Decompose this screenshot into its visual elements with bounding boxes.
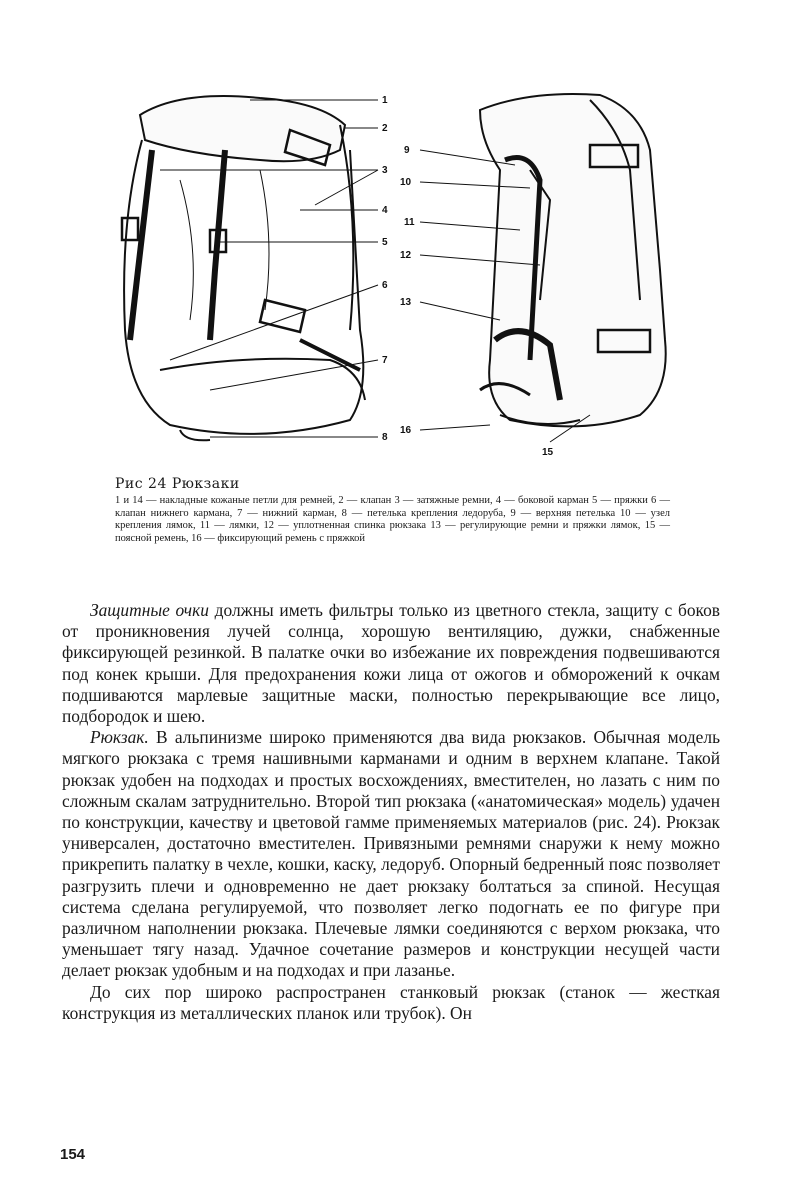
- soft-backpack-drawing: [122, 96, 365, 440]
- paragraph-backpack: [62, 727, 720, 981]
- paragraph-text: должны иметь фильтры только из цветного стекла, защиту с боков от проникновения лучей солнца, хорошую вентиляцию, дужки, снабженные фиксирующей резинкой. В палатке очки во избежание их повреждения подвешиваются под конек крыши. Для предохранения кожи лица от ожогов и обморожений к очкам подшиваются марлевые защитные маски, полностью перекрывающие все лицо, подбородок и шею.: [62, 600, 720, 727]
- paragraph-goggles: [62, 600, 720, 727]
- callout-2: 2: [382, 123, 388, 134]
- callout-12: 12: [400, 250, 412, 261]
- paragraph-frame-backpack: [62, 982, 720, 1024]
- callout-6: 6: [382, 280, 388, 291]
- callout-9: 9: [404, 145, 410, 156]
- callout-10: 10: [400, 177, 412, 188]
- article-body: [62, 600, 720, 1024]
- backpack-illustration: [60, 70, 740, 470]
- callout-4: 4: [382, 205, 388, 216]
- page-number: 154: [60, 1146, 86, 1163]
- callout-3: 3: [382, 165, 388, 176]
- callout-8: 8: [382, 432, 388, 443]
- anatomical-backpack-drawing: [480, 94, 666, 426]
- callout-11: 11: [404, 217, 415, 228]
- paragraph-text: В альпинизме широко применяются два вида рюкзаков. Обычная модель мягкого рюкзака с тремя нашивными карманами и одним в верхнем клапане. Такой рюкзак удобен на подходах и простых восхождениях, вместителен, но лазать с ним по сложным скалам затруднительно. Второй тип рюкзака («анатомическая» модель) удачен по конструкции, качеству и цветовой гамме применяемых материалов (рис. 24). Рюкзак универсален, достаточно вместителен. Привязными ремнями снаружи к нему можно прикрепить палатку в чехле, кошки, каску, ледоруб. Опорный бедренный пояс позволяет разгрузить плечи и одновременно не дает рюкзаку болтаться за спиной. Несущая система сделана регулируемой, что позволяет легко подогнать ее по фигуре при различном наполнении рюкзака. Плечевые лямки соединяются с верхом рюкзака, что уменьшает тягу назад. Удачное сочетание размеров и конструкции несущей части делает рюкзак удобным и на подходах и при лазанье.: [62, 727, 720, 981]
- callout-13: 13: [400, 297, 412, 308]
- paragraph-lead: Защитные очки: [90, 600, 209, 620]
- callout-1: 1: [382, 95, 388, 106]
- callout-5: 5: [382, 237, 388, 248]
- figure-label: Рис 24: [115, 476, 167, 492]
- paragraph-lead: Рюкзак.: [90, 727, 149, 748]
- figure-legend: 1 и 14 — накладные кожаные петли для ремней, 2 — клапан 3 — затяжные ремни, 4 — боковой карман 5 — пряжки 6 — клапан нижнего кармана, 7 — нижний карман, 8 — петелька крепления ледоруба, 9 — верхняя петелька 10 — узел крепления лямок, 11 — лямки, 12 — уплотненная спинка рюкзака 13 — регулирующие ремни и пряжки лямок, 15 — поясной ремень, 16 — фиксирующий ремень с пряжкой: [115, 495, 670, 544]
- callout-7: 7: [382, 355, 388, 366]
- figure-caption-title: [115, 476, 240, 492]
- callout-15: 15: [542, 447, 554, 458]
- figure-title: Рюкзаки: [171, 476, 240, 492]
- callout-16: 16: [400, 425, 412, 436]
- paragraph-text: До сих пор широко распространен станковый рюкзак (станок — жесткая конструкция из металлических планок или трубок). Он: [62, 981, 720, 1023]
